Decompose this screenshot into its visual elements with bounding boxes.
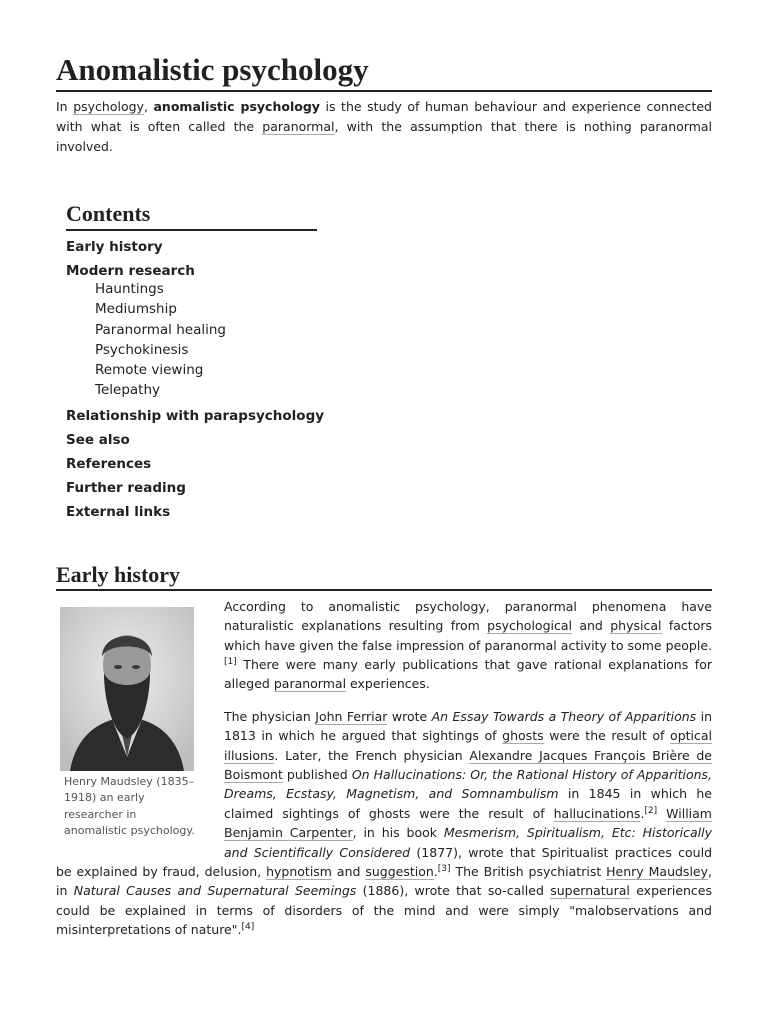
- text-run: In: [56, 99, 74, 114]
- inline-link[interactable]: optical illusions: [224, 728, 713, 763]
- text-run: were the result of: [543, 728, 671, 744]
- text-run: and: [571, 618, 611, 634]
- text-run: experiences could be explained in terms of disorders of the mind and were simply "malobservations and misinterpretations of nature".: [56, 883, 713, 938]
- citation-link[interactable]: [3]: [437, 863, 451, 874]
- text-run: The physician: [224, 708, 316, 724]
- inline-link[interactable]: Henry Maudsley: [606, 864, 709, 880]
- toc-item[interactable]: [66, 235, 317, 259]
- inline-link[interactable]: suggestion: [365, 864, 434, 880]
- toc-item-label: Further reading: [66, 479, 186, 496]
- text-run: experiences.: [346, 676, 430, 692]
- toc-item-label: See also: [66, 431, 130, 448]
- text-run: (1886), wrote that so-called: [356, 883, 551, 899]
- toc-item-label: Modern research: [66, 263, 195, 279]
- text-run: According to anomalistic psychology, paranormal phenomena have naturalistic explanations resulting from: [224, 598, 712, 634]
- text-run: and: [331, 864, 366, 880]
- text-run: The British psychiatrist: [450, 864, 607, 880]
- toc-item-label: References: [66, 455, 152, 472]
- text-run: wrote: [387, 708, 432, 724]
- image-caption: Henry Maudsley (1835–1918) an early researcher in anomalistic psychology.: [64, 774, 195, 838]
- portrait-photo-icon: [60, 607, 194, 771]
- text-run: .: [640, 805, 645, 821]
- toc-subitem[interactable]: Hauntings: [95, 281, 164, 297]
- toc-subitem[interactable]: Paranormal healing: [95, 321, 226, 338]
- section-heading-early-history: Early history: [56, 562, 712, 591]
- section-early-history: [56, 597, 712, 940]
- inline-link[interactable]: paranormal: [262, 119, 335, 134]
- inline-link[interactable]: physical: [610, 618, 662, 634]
- text-run: factors which have given the false impression of paranormal activity to some people.: [224, 618, 713, 653]
- italic-title: On Hallucinations: Or, the Rational History of Apparitions, Dreams, Ecstasy, Magnetism, and Somnambulism: [224, 767, 712, 802]
- toc-list: [66, 235, 325, 524]
- inline-link[interactable]: psychological: [487, 618, 572, 634]
- inline-link[interactable]: William Benjamin Carpenter: [224, 805, 712, 841]
- toc-item[interactable]: [66, 476, 317, 500]
- text-run: .: [433, 864, 438, 880]
- text-run: , with the assumption that there is nothing paranormal involved.: [56, 119, 713, 154]
- text-run: in 1845 in which he claimed sightings of ghosts were the result of: [224, 786, 712, 821]
- citation-link[interactable]: [2]: [644, 805, 658, 816]
- toc-item-label: External links: [66, 503, 171, 520]
- italic-title: An Essay Towards a Theory of Apparitions: [431, 708, 697, 724]
- inline-link[interactable]: psychology: [73, 99, 144, 114]
- citation-link[interactable]: [4]: [241, 922, 255, 933]
- text-run: There were many early publications that gave rational explanations for alleged: [224, 657, 712, 692]
- toc-item[interactable]: [66, 428, 317, 452]
- toc-subitem[interactable]: Remote viewing: [95, 362, 204, 379]
- figure: [60, 607, 200, 840]
- toc-item[interactable]: [66, 500, 317, 524]
- toc-subitem[interactable]: Psychokinesis: [95, 341, 189, 358]
- text-run: , in his book: [352, 825, 444, 841]
- inline-link[interactable]: John Ferriar: [315, 708, 388, 724]
- inline-link[interactable]: supernatural: [550, 883, 630, 899]
- text-run: ,: [143, 99, 154, 114]
- text-run: published: [282, 767, 352, 783]
- toc-title: Contents: [66, 201, 317, 231]
- toc-item-label: Relationship with parapsychology: [66, 407, 325, 424]
- inline-link[interactable]: ghosts: [502, 728, 544, 744]
- table-of-contents: [66, 201, 325, 524]
- text-run: in 1813 in which he argued that sightings of: [224, 708, 712, 744]
- toc-subitem[interactable]: Telepathy: [95, 382, 160, 399]
- text-run: [657, 806, 666, 821]
- lead-paragraph: [56, 97, 712, 157]
- page-title: Anomalistic psychology: [56, 52, 712, 92]
- inline-link[interactable]: Alexandre Jacques François Brière de Boismont: [224, 747, 712, 783]
- toc-subitem[interactable]: Mediumship: [95, 301, 177, 318]
- text-run: . Later, the French physician: [274, 747, 470, 763]
- italic-title: Natural Causes and Supernatural Seemings: [73, 883, 357, 899]
- portrait-image[interactable]: [60, 607, 194, 771]
- text-run: (1877), wrote that Spiritualist practices could be explained by fraud, delusion,: [56, 844, 713, 880]
- text-run: , in: [56, 864, 712, 899]
- toc-item-label: Early history: [66, 239, 163, 255]
- toc-item[interactable]: [66, 452, 317, 476]
- citation-link[interactable]: [1]: [224, 656, 237, 667]
- inline-link[interactable]: hallucinations: [553, 805, 641, 821]
- bold-term: anomalistic psychology: [153, 99, 320, 114]
- inline-link[interactable]: hypnotism: [266, 864, 332, 880]
- article: [56, 0, 712, 953]
- toc-item[interactable]: [66, 404, 325, 428]
- text-run: is the study of human behaviour and experience connected with what is often called the: [56, 99, 712, 134]
- toc-item[interactable]: [66, 259, 317, 404]
- inline-link[interactable]: paranormal: [273, 676, 347, 692]
- italic-title: Mesmerism, Spiritualism, Etc: Historically and Scientifically Considered: [224, 825, 713, 860]
- toc-sublist: [95, 279, 317, 404]
